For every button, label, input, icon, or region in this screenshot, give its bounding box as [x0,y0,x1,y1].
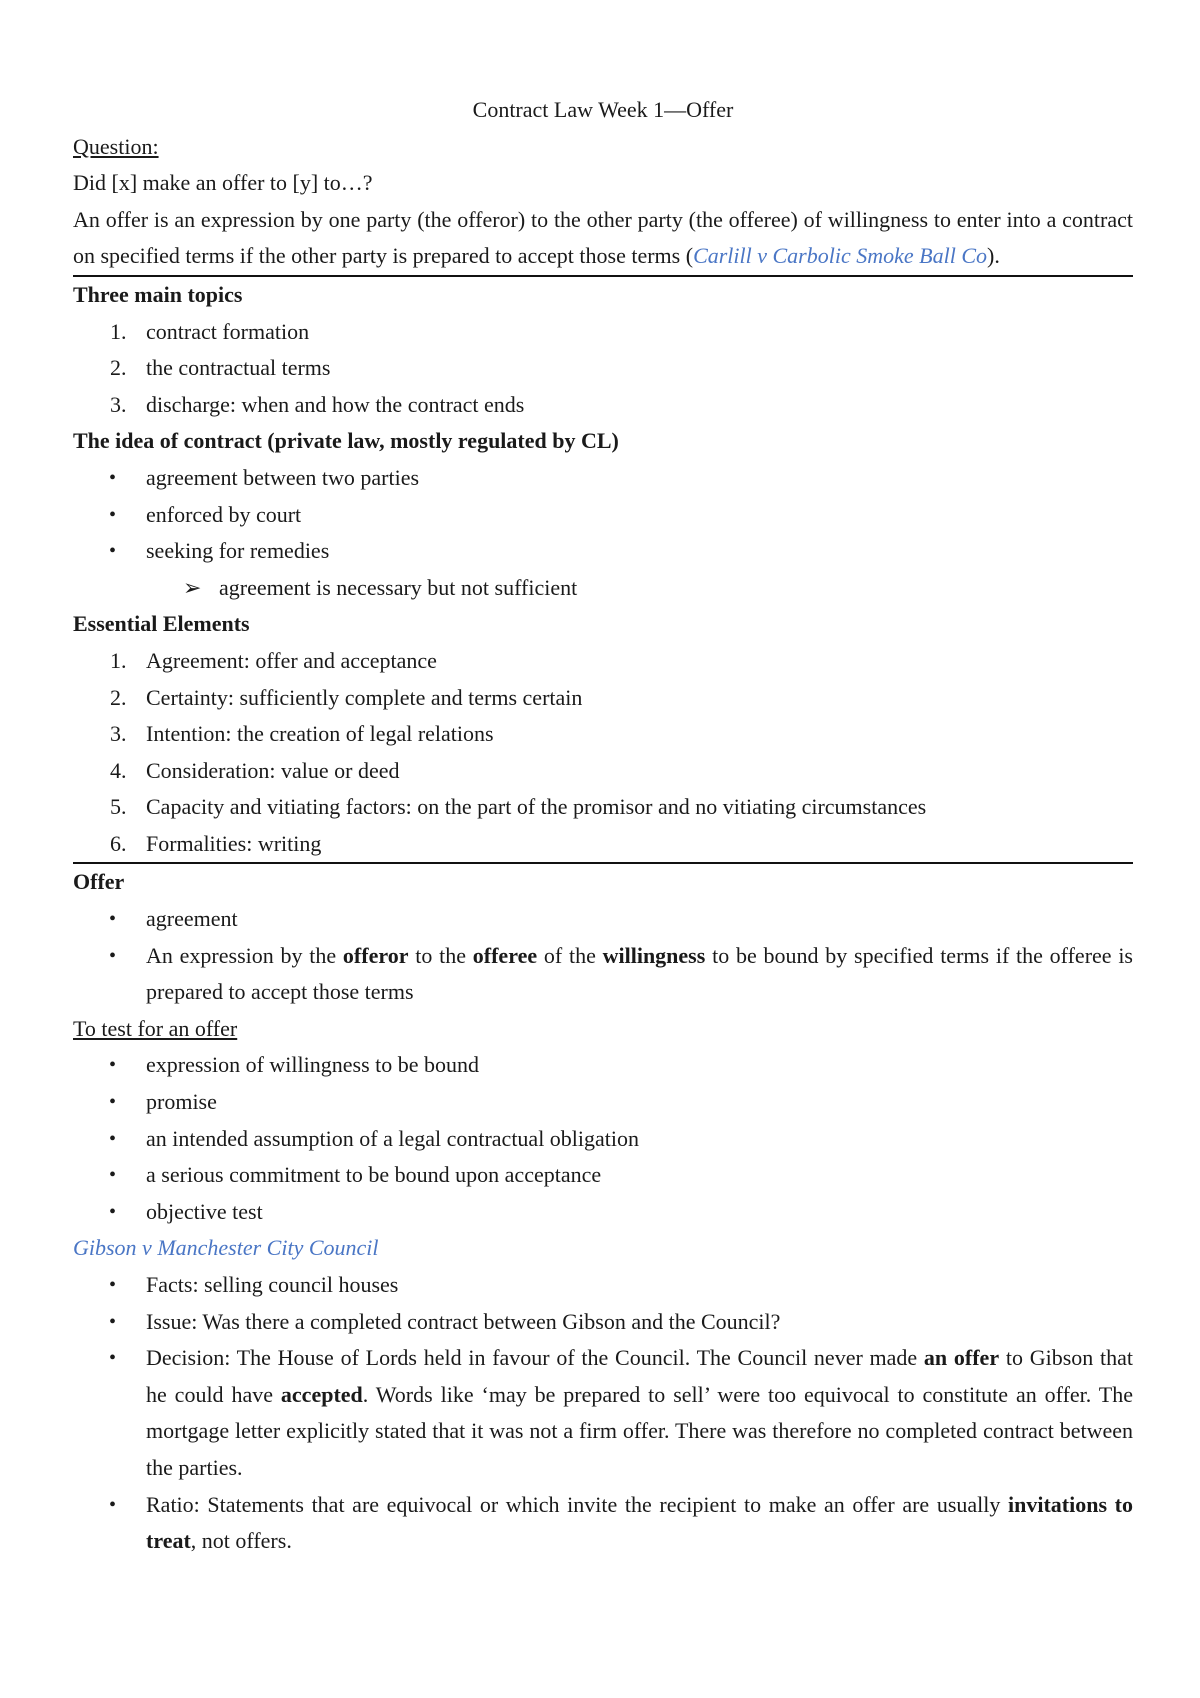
list-item-text: Intention: the creation of legal relations [146,721,494,747]
document-body [73,92,1133,1560]
list-item-text: discharge: when and how the contract ends [146,391,525,417]
list-item [73,789,1133,826]
heading-test-for-offer: To test for an offer [73,1015,238,1041]
three-main-topics-list [73,314,1133,424]
list-item-text: Certainty: sufficiently complete and terms certain [146,684,583,710]
bullet-icon: • [109,1164,117,1187]
heading-three-main-topics: Three main topics [73,281,243,307]
text-run: An expression by the [146,942,343,968]
heading-idea-of-contract: The idea of contract (private law, mostly regulated by CL) [73,428,619,454]
bullet-icon: • [109,1493,117,1516]
bold-term: willingness [602,942,706,968]
list-item-text: Capacity and vitiating factors: on the part of the promisor and no vitiating circumstances [146,794,927,820]
list-item [73,680,1133,717]
text-run: of the [537,942,603,968]
list-item-text: seeking for remedies [146,538,330,564]
list-item [73,1084,1133,1121]
list-item-text: Consideration: value or deed [146,757,400,783]
list-item [73,1157,1133,1194]
list-number: 5. [110,794,127,820]
definition-text: An offer is an expression by one party (the offeror) to the other party (the offeree) of willingness to enter into a contract on specified terms if the other party is prepared to accept those terms ( [73,206,1133,269]
list-number: 1. [110,647,127,673]
bullet-icon: • [109,1054,117,1077]
list-number: 1. [110,318,127,344]
essential-elements-list [73,643,1133,865]
list-number: 2. [110,355,127,381]
bold-term: offeror [342,942,409,968]
list-item-text: agreement is necessary but not sufficient [219,574,578,600]
list-number: 3. [110,721,127,747]
list-item-text: expression of willingness to be bound [146,1052,480,1078]
offer-definition [73,202,1133,277]
sub-list-item [73,570,1133,607]
case-link-carlill[interactable]: Carlill v Carbolic Smoke Ball Co [693,243,987,269]
text-run: . Words like ‘may be prepared to sell’ were too equivocal to constitute an offer. The mortgage letter explicitly stated that it was not a firm offer. There was therefore no completed contract between the parties. [146,1381,1133,1480]
list-item-text: a serious commitment to be bound upon acceptance [146,1162,602,1188]
list-item-text: objective test [146,1198,263,1224]
list-item [73,1304,1133,1341]
list-item [73,1121,1133,1158]
list-item [73,643,1133,680]
arrow-bullet-icon: ➢ [183,574,202,600]
list-item [73,826,1133,863]
list-item-text: Agreement: offer and acceptance [146,647,437,673]
bullet-icon: • [109,1347,117,1370]
list-item [73,1340,1133,1486]
list-number: 2. [110,684,127,710]
bullet-icon: • [109,1127,117,1150]
list-item-text: contract formation [146,318,310,344]
text-run: Ratio: Statements that are equivocal or which invite the recipient to make an offer are usually [146,1491,1009,1517]
list-item-text: agreement [146,906,238,932]
bullet-icon: • [109,1274,117,1296]
gibson-list [73,1267,1133,1560]
heading-offer: Offer [73,869,125,895]
bullet-icon: • [109,1200,117,1223]
bullet-icon: • [109,503,117,526]
bold-term: accepted [280,1381,363,1407]
bullet-icon: • [109,944,117,967]
list-item [73,753,1133,790]
list-item [73,1267,1133,1304]
bullet-icon: • [109,908,117,931]
list-number: 3. [110,391,127,417]
bold-term: an offer [923,1345,1000,1371]
bullet-icon: • [109,466,117,489]
bold-term: offeree [472,942,538,968]
list-item [73,314,1133,351]
list-item-text: Formalities: writing [146,830,322,856]
list-item-text: enforced by court [146,501,302,527]
case-link-gibson[interactable]: Gibson v Manchester City Council [73,1235,379,1261]
question-text: Did [x] make an offer to [y] to…? [73,170,373,196]
test-list [73,1047,1133,1230]
list-item [73,1194,1133,1231]
text-run: to the [408,942,473,968]
list-item [73,1047,1133,1084]
text-run: to be bound by specified terms if the offeree is prepared to accept those terms [146,942,1133,1005]
list-item [73,938,1133,1011]
bold-term: invitations to treat [146,1491,1133,1554]
list-number: 6. [110,830,127,856]
bullet-icon: • [109,1091,117,1114]
idea-of-contract-list [73,460,1133,606]
list-item-text: Issue: Was there a completed contract between Gibson and the Council? [146,1308,781,1334]
list-item [73,533,1133,570]
list-item [73,387,1133,424]
text-run: , not offers. [190,1528,292,1554]
definition-end: ). [987,243,1000,269]
text-run: to Gibson that he could have [146,1345,1133,1407]
list-item-text: the contractual terms [146,355,331,381]
list-item [73,901,1133,938]
list-item [73,460,1133,497]
list-item [73,1487,1133,1560]
list-item [73,716,1133,753]
document-title: Contract Law Week 1—Offer [472,97,734,122]
list-item-text: promise [146,1089,217,1115]
question-label: Question: [73,133,159,159]
list-item [73,350,1133,387]
heading-essential-elements: Essential Elements [73,611,250,637]
text-run: Decision: The House of Lords held in favour of the Council. The Council never made [146,1345,924,1371]
bullet-icon: • [109,540,117,563]
list-item-text: Facts: selling council houses [146,1272,399,1297]
list-item-text: agreement between two parties [146,464,420,490]
list-item [73,497,1133,534]
list-number: 4. [110,757,127,783]
list-item-text: an intended assumption of a legal contractual obligation [146,1125,640,1151]
bullet-icon: • [109,1310,117,1333]
offer-list [73,901,1133,1011]
